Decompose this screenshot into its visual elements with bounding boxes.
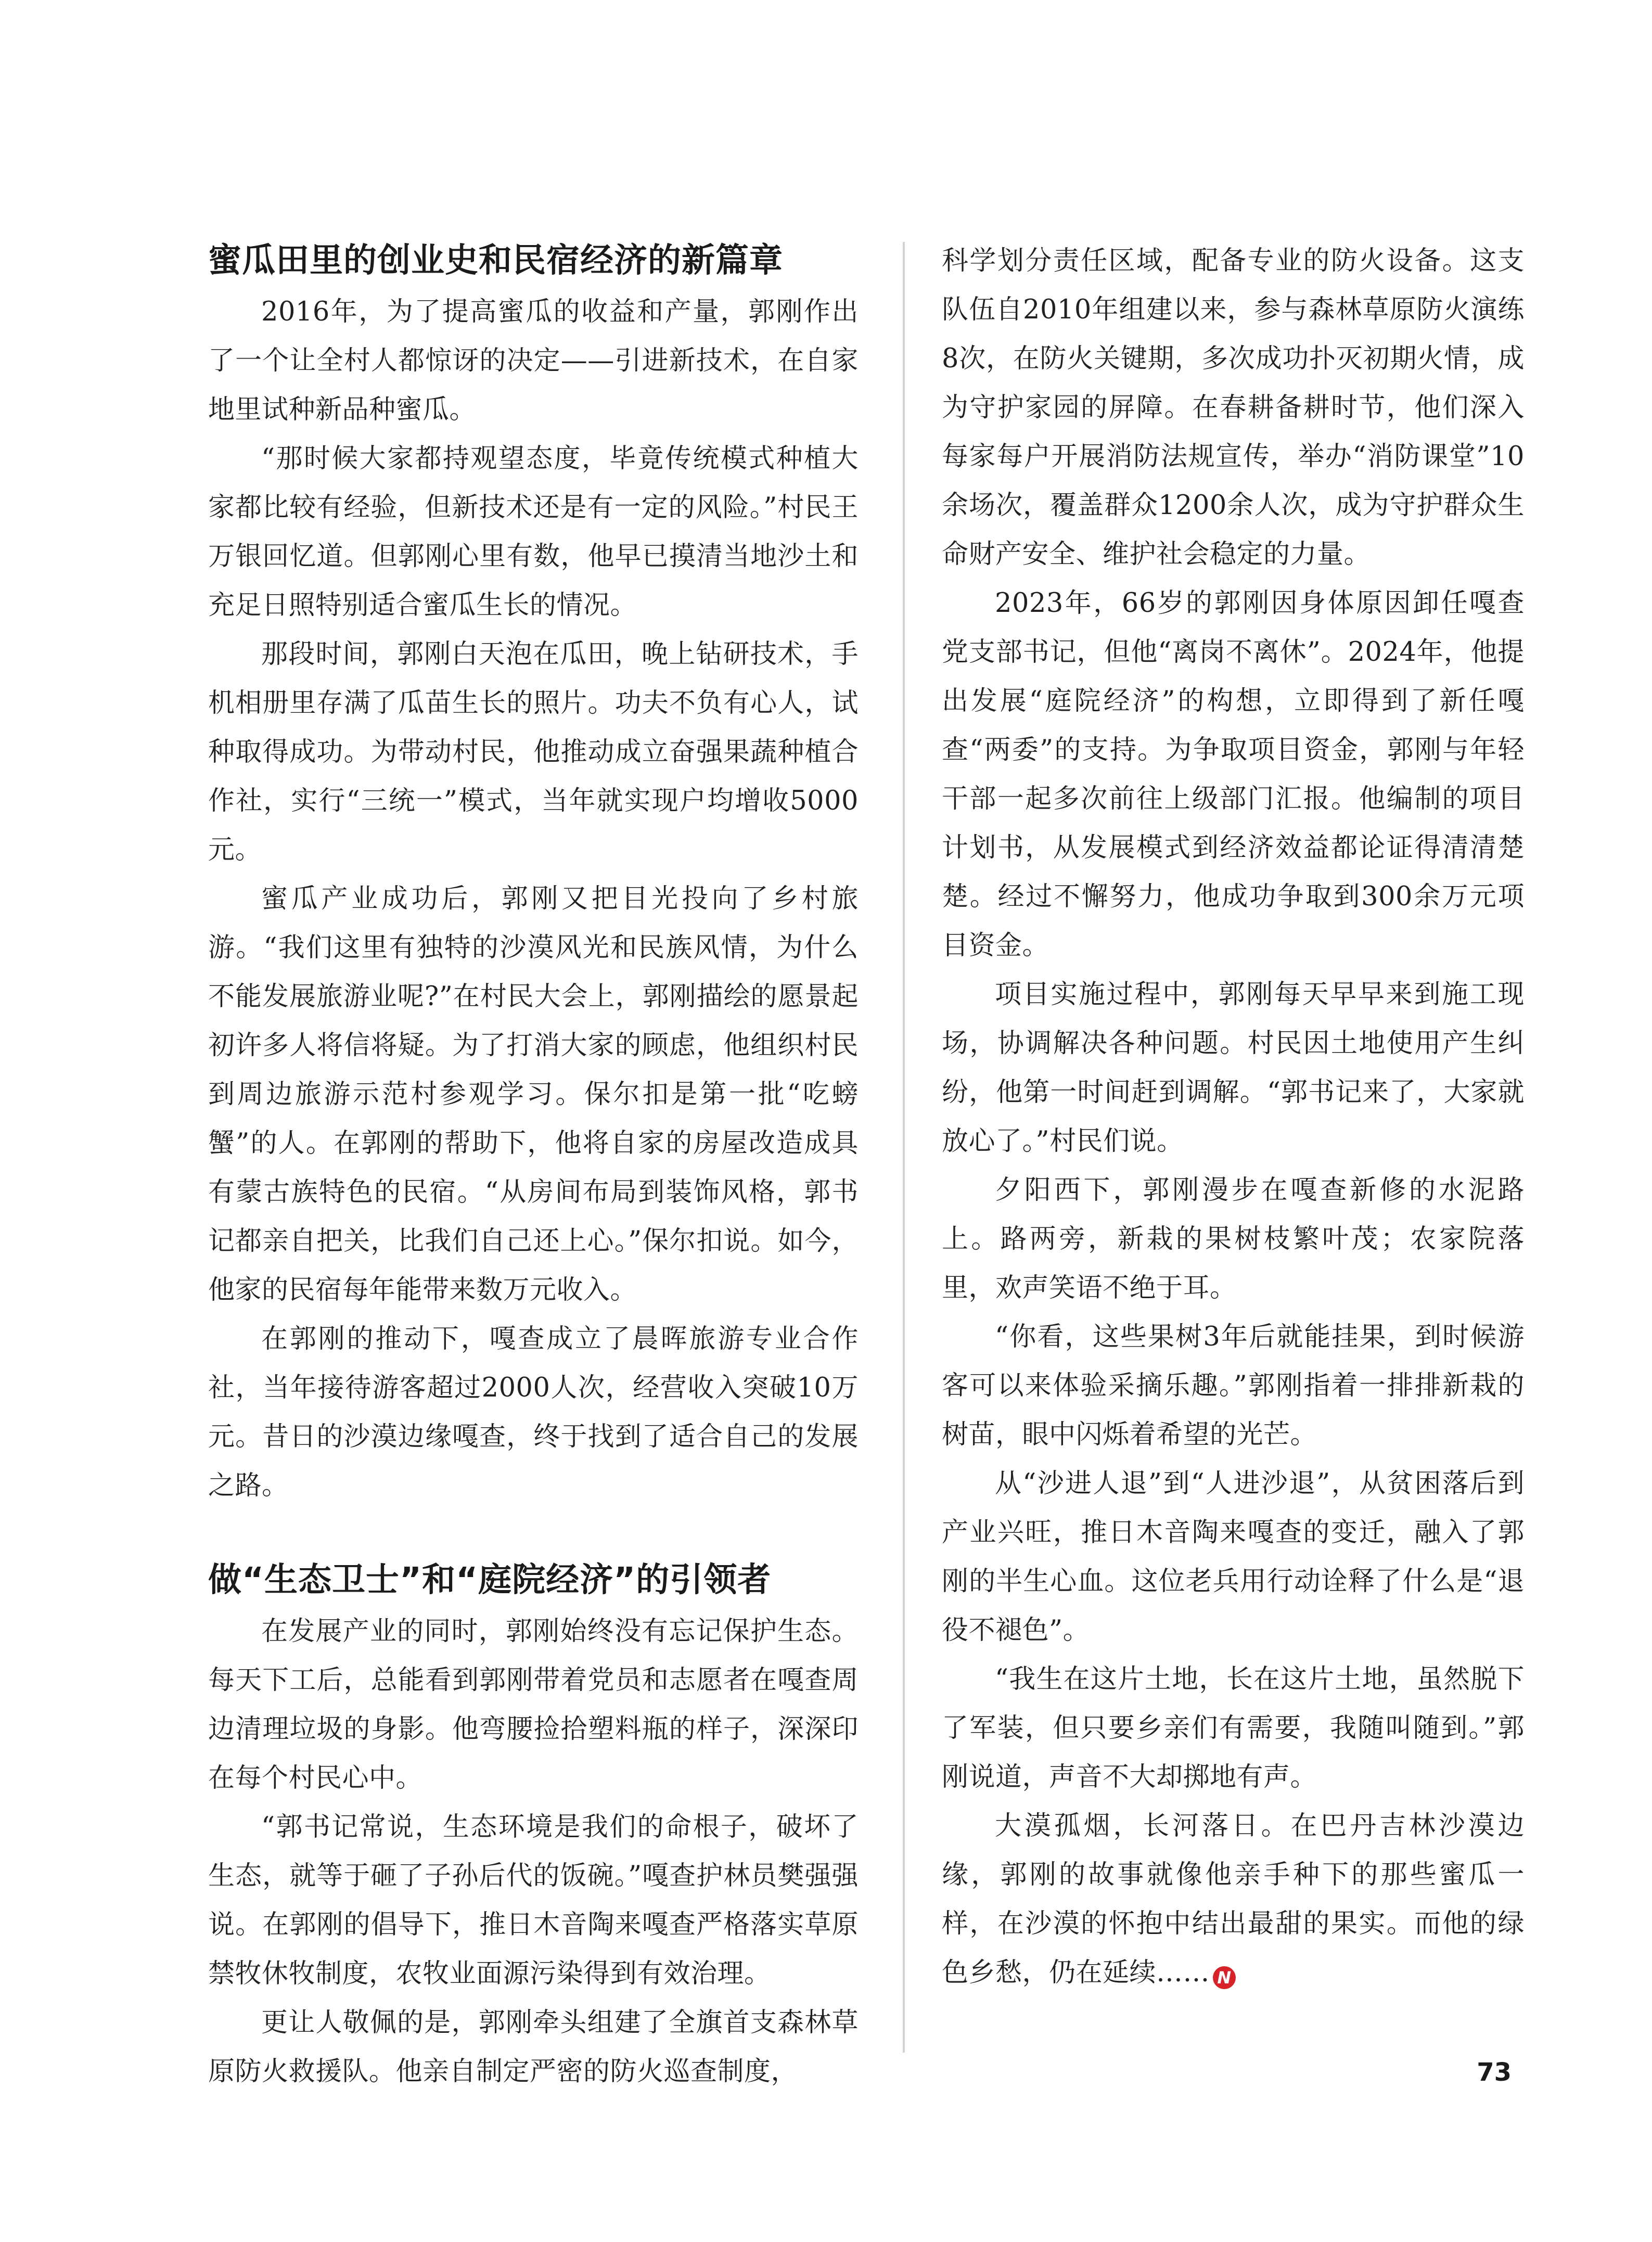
paragraph-final	[942, 1802, 1525, 1997]
left-column	[208, 237, 859, 2096]
paragraph-continued: 科学划分责任区域，配备专业的防火设备。这支队伍自2010年组建以来，参与森林草原防火演练8次，在防火关键期，多次成功扑灭初期火情，成为守护家园的屏障。在春耕备耕时节，他们深入每家每户开展消防法规宣传，举办“消防课堂”10余场次，覆盖群众1200余人次，成为守护群众生命财产安全、维护社会稳定的力量。	[942, 246, 1525, 570]
paragraph: 从“沙进人退”到“人进沙退”，从贫困落后到产业兴旺，推日木音陶来嘎查的变迁，融入了郭刚的半生心血。这位老兵用行动诠释了什么是“退役不褪色”。	[942, 1468, 1525, 1646]
paragraph: 更让人敬佩的是，郭刚牵头组建了全旗首支森林草原防火救援队。他亲自制定严密的防火巡查制度，	[208, 2007, 859, 2087]
paragraph: 夕阳西下，郭刚漫步在嘎查新修的水泥路上。路两旁，新栽的果树枝繁叶茂；农家院落里，欢声笑语不绝于耳。	[942, 1175, 1525, 1303]
paragraph: “你看，这些果树3年后就能挂果，到时候游客可以来体验采摘乐趣。”郭刚指着一排排新栽的树苗，眼中闪烁着希望的光芒。	[942, 1322, 1525, 1450]
paragraph: 在郭刚的推动下，嘎查成立了晨晖旅游专业合作社，当年接待游客超过2000人次，经营收入突破10万元。昔日的沙漠边缘嘎查，终于找到了适合自己的发展之路。	[208, 1324, 859, 1501]
paragraph: “那时候大家都持观望态度，毕竟传统模式种植大家都比较有经验，但新技术还是有一定的风险。”村民王万银回忆道。但郭刚心里有数，他早已摸清当地沙土和充足日照特别适合蜜瓜生长的情况。	[208, 443, 859, 621]
paragraph: 在发展产业的同时，郭刚始终没有忘记保护生态。每天下工后，总能看到郭刚带着党员和志愿者在嘎查周边清理垃圾的身影。他弯腰捡拾塑料瓶的样子，深深印在每个村民心中。	[208, 1616, 859, 1793]
paragraph: 蜜瓜产业成功后，郭刚又把目光投向了乡村旅游。“我们这里有独特的沙漠风光和民族风情，为什么不能发展旅游业呢?”在村民大会上，郭刚描绘的愿景起初许多人将信将疑。为了打消大家的顾虑，他组织村民到周边旅游示范村参观学习。保尔扣是第一批“吃螃蟹”的人。在郭刚的帮助下，他将自家的房屋改造成具有蒙古族特色的民宿。“从房间布局到装饰风格，郭书记都亲自把关，比我们自己还上心。”保尔扣说。如今，他家的民宿每年能带来数万元收入。	[208, 883, 859, 1305]
paragraph: 2023年，66岁的郭刚因身体原因卸任嘎查党支部书记，但他“离岗不离休”。2024年，他提出发展“庭院经济”的构想，立即得到了新任嘎查“两委”的支持。为争取项目资金，郭刚与年轻干部一起多次前往上级部门汇报。他编制的项目计划书，从发展模式到经济效益都论证得清清楚楚。经过不懈努力，他成功争取到300余万元项目资金。	[942, 588, 1525, 961]
paragraph: 项目实施过程中，郭刚每天早早来到施工现场，协调解决各种问题。村民因土地使用产生纠纷，他第一时间赶到调解。“郭书记来了，大家就放心了。”村民们说。	[942, 979, 1525, 1157]
paragraph: 那段时间，郭刚白天泡在瓜田，晚上钻研技术，手机相册里存满了瓜苗生长的照片。功夫不负有心人，试种取得成功。为带动村民，他推动成立奋强果蔬种植合作社，实行“三统一”模式，当年就实现户均增收5000元。	[208, 639, 859, 865]
section-heading-melon-business: 蜜瓜田里的创业史和民宿经济的新篇章	[208, 241, 783, 280]
paragraph: 2016年，为了提高蜜瓜的收益和产量，郭刚作出了一个让全村人都惊讶的决定——引进新技术，在自家地里试种新品种蜜瓜。	[208, 297, 859, 425]
section-heading-eco-guardian: 做“生态卫士”和“庭院经济”的引领者	[208, 1561, 772, 1599]
column-divider	[903, 242, 905, 2053]
page-number: 73	[1477, 2058, 1512, 2087]
final-paragraph-text: 大漠孤烟，长河落日。在巴丹吉林沙漠边缘，郭刚的故事就像他亲手种下的那些蜜瓜一样，在沙漠的怀抱中结出最甜的果实。而他的绿色乡愁，仍在延续……	[942, 1811, 1525, 1988]
paragraph: “郭书记常说，生态环境是我们的命根子，破坏了生态，就等于砸了子孙后代的饭碗。”嘎查护林员樊强强说。在郭刚的倡导下，推日木音陶来嘎查严格落实草原禁牧休牧制度，农牧业面源污染得到有效治理。	[208, 1812, 859, 1989]
end-mark-icon: N	[1213, 1966, 1236, 1989]
right-column	[942, 237, 1525, 1997]
paragraph: “我生在这片土地，长在这片土地，虽然脱下了军装，但只要乡亲们有需要，我随叫随到。”郭刚说道，声音不大却掷地有声。	[942, 1664, 1525, 1792]
